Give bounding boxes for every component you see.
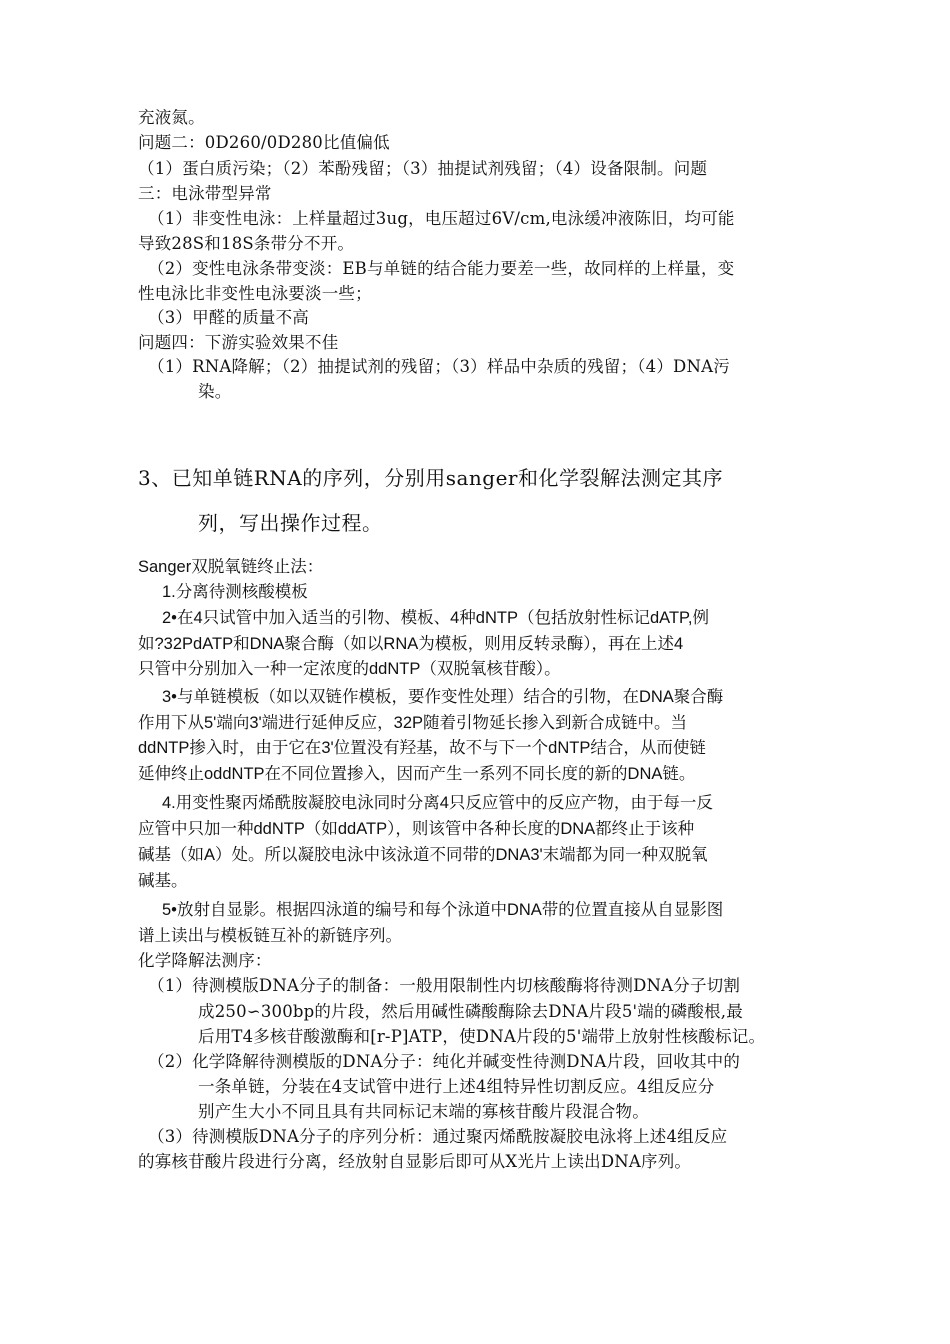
text-line: 如?32PdATP和DNA聚合酶（如以RNA为模板，则用反转录酶），再在上述4 (138, 635, 684, 653)
text-line: （3）待测模版DNA分子的序列分析：通过聚丙烯酰胺凝胶电泳将上述4组反应 (148, 1127, 728, 1146)
text-line: （1）RNA降解；（2）抽提试剂的残留；（3）样品中杂质的残留；（4）DNA污 (148, 357, 730, 376)
text-line: 2•在4只试管中加入适当的引物、模板、4种dNTP（包括放射性标记dATP,例 (162, 609, 709, 627)
question-heading-line1: 3、已知单链RNA的序列，分别用sanger和化学裂解法测定其序 (138, 466, 723, 490)
text-line: 碱基（如A）处。所以凝胶电泳中该泳道不同带的DNA3'末端都为同一种双脱氧 (138, 846, 708, 864)
section-title-sanger: Sanger双脱氧链终止法： (138, 558, 324, 576)
text-line: 问题二：0D260/0D280比值偏低 (138, 133, 390, 152)
text-line: 问题四：下游实验效果不佳 (138, 333, 339, 352)
text-line: 谱上读出与模板链互补的新链序列。 (138, 927, 402, 945)
text-line: 3•与单链模板（如以双链作模板，要作变性处理）结合的引物，在DNA聚合酶 (162, 688, 724, 706)
text-line: 一条单链，分装在4支试管中进行上述4组特异性切割反应。4组反应分 (198, 1077, 715, 1096)
text-line: ddNTP掺入时，由于它在3'位置没有羟基，故不与下一个dNTP结合，从而使链 (138, 739, 706, 757)
text-line: 作用下从5'端向3'端进行延伸反应，32P随着引物延长掺入到新合成链中。当 (138, 714, 688, 732)
text-line: 性电泳比非变性电泳要淡一些； (138, 284, 372, 303)
text-line: 染。 (198, 382, 232, 401)
text-line: （2）变性电泳条带变淡：EB与单链的结合能力要差一些，故同样的上样量，变 (148, 259, 735, 278)
text-line: 1.分离待测核酸模板 (162, 583, 308, 601)
text-line: 延伸终止oddNTP在不同位置掺入，因而产生一系列不同长度的新的DNA链。 (138, 765, 696, 783)
text-line: 别产生大小不同且具有共同标记末端的寡核苷酸片段混合物。 (198, 1102, 649, 1121)
text-line: 5•放射自显影。根据四泳道的编号和每个泳道中DNA带的位置直接从自显影图 (162, 901, 724, 919)
text-line: （1）非变性电泳：上样量超过3ug，电压超过6V/cm,电泳缓冲液陈旧，均可能 (148, 209, 735, 228)
text-line: 后用T4多核苷酸激酶和[r-P]ATP，使DNA片段的5'端带上放射性核酸标记。 (198, 1027, 766, 1046)
text-line: 成250∽300bp的片段，然后用碱性磷酸酶除去DNA片段5'端的磷酸根,最 (198, 1002, 743, 1021)
text-line: 4.用变性聚丙烯酰胺凝胶电泳同时分离4只反应管中的反应产物，由于每一反 (162, 794, 713, 812)
section-title-chemical: 化学降解法测序： (138, 951, 272, 970)
text-line: 只管中分别加入一种一定浓度的ddNTP（双脱氧核苷酸）。 (138, 660, 561, 678)
text-line: 碱基。 (138, 872, 188, 890)
text-line: 导致28S和18S条带分不开。 (138, 234, 355, 253)
text-line: 的寡核苷酸片段进行分离，经放射自显影后即可从X光片上读出DNA序列。 (138, 1152, 692, 1171)
text-line: 充液氮。 (138, 108, 205, 127)
text-line: （1）蛋白质污染；（2）苯酚残留；（3）抽提试剂残留；（4）设备限制。问题 (138, 159, 708, 178)
text-line: 应管中只加一种ddNTP（如ddATP），则该管中各种长度的DNA都终止于该种 (138, 820, 695, 838)
question-heading-line2: 列，写出操作过程。 (198, 511, 383, 535)
text-line: （3）甲醛的质量不高 (148, 308, 309, 327)
text-line: （2）化学降解待测模版的DNA分子：纯化并碱变性待测DNA片段，回收其中的 (148, 1052, 741, 1071)
text-line: 三：电泳带型异常 (138, 184, 272, 203)
text-line: （1）待测模版DNA分子的制备：一般用限制性内切核酸酶将待测DNA分子切割 (148, 976, 741, 995)
